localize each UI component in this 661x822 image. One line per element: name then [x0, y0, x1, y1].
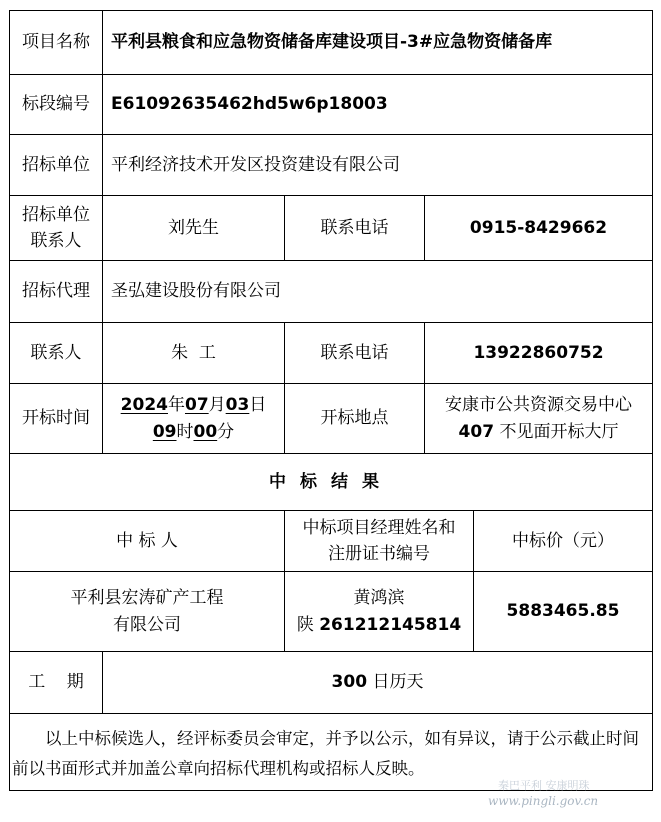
agent-phone-value: 13922860752 — [473, 342, 604, 363]
tenderer-phone-label: 联系电话 — [320, 217, 389, 238]
tenderer-value: 平利经济技术开发区投资建设有限公司 — [111, 154, 400, 175]
winner-name — [10, 572, 284, 651]
manager-cert-prefix: 陕 — [296, 614, 314, 635]
table-border-right — [652, 10, 653, 791]
opening-room-number: 407 — [458, 421, 495, 442]
hour-unit: 时 — [176, 421, 194, 442]
price-column-header: 中标价（元） — [512, 530, 614, 551]
opening-date — [121, 392, 267, 418]
manager-name: 黄鸿滨 — [353, 588, 405, 609]
winner-name-line2: 有限公司 — [113, 614, 181, 635]
opening-clock — [153, 419, 234, 445]
row-divider — [9, 713, 653, 714]
winner-name-line1: 平利县宏涛矿产工程 — [70, 588, 224, 609]
agent-value: 圣弘建设股份有限公司 — [111, 281, 281, 302]
winning-price: 5883465.85 — [506, 601, 620, 622]
manager-info — [285, 572, 473, 651]
tenderer-contact-name: 刘先生 — [168, 217, 219, 238]
opening-time-label: 开标时间 — [22, 408, 90, 429]
watermark-slogan: 秦巴平利 安康明珠 — [498, 779, 590, 792]
opening-place-label: 开标地点 — [320, 408, 389, 429]
period-label: 工 期 — [28, 672, 84, 693]
project-name-value: 平利县粮食和应急物资储备库建设项目-3#应急物资储备库 — [111, 32, 553, 53]
minute-unit: 分 — [217, 421, 235, 442]
day-unit: 日 — [249, 395, 267, 416]
manager-header-line1: 中标项目经理姓名和 — [302, 517, 456, 538]
period-days: 300 — [331, 672, 368, 693]
manager-header-line2: 注册证书编号 — [328, 544, 430, 564]
notice-paragraph: 以上中标候选人，经评标委员会审定，并予以公示，如有异议，请于公示截止时间前以书面形式并加盖公章向招标代理机构或招标人反映。 — [12, 729, 639, 778]
opening-place-value — [425, 384, 652, 453]
opening-month: 07 — [184, 395, 209, 416]
tenderer-contact-label — [10, 196, 102, 260]
tenderer-contact-label-line1: 招标单位 — [22, 204, 90, 225]
watermark-url: www.pingli.gov.cn — [488, 794, 599, 808]
opening-year: 2024 — [120, 395, 168, 416]
opening-minute: 00 — [193, 421, 218, 442]
tenderer-label: 招标单位 — [22, 154, 90, 175]
project-name-label: 项目名称 — [22, 32, 90, 53]
agent-contact-label: 联系人 — [30, 342, 82, 363]
tenderer-phone-value: 0915-8429662 — [469, 217, 608, 238]
month-unit: 月 — [208, 395, 226, 416]
manager-column-header — [285, 511, 473, 571]
manager-cert-number: 261212145814 — [319, 614, 462, 635]
period-value — [103, 652, 652, 713]
opening-day: 03 — [225, 395, 250, 416]
winner-column-header: 中 标 人 — [116, 530, 178, 551]
agent-phone-label: 联系电话 — [320, 342, 389, 363]
tenderer-contact-label-line2: 联系人 — [30, 231, 82, 251]
section-number-value: E61092635462hd5w6p18003 — [111, 94, 388, 115]
result-title: 中标结果 — [269, 471, 393, 492]
section-number-label: 标段编号 — [22, 94, 90, 115]
opening-place-line1: 安康市公共资源交易中心 — [445, 395, 632, 416]
opening-time-value — [103, 384, 284, 453]
opening-place-line2 — [459, 419, 619, 445]
agent-label: 招标代理 — [22, 281, 90, 302]
opening-hour: 09 — [152, 421, 177, 442]
manager-cert — [297, 612, 461, 638]
opening-room-name: 不见面开标大厅 — [494, 421, 619, 442]
year-unit: 年 — [167, 395, 185, 416]
period-unit: 日历天 — [367, 672, 424, 693]
agent-contact-name: 朱 工 — [171, 342, 216, 363]
